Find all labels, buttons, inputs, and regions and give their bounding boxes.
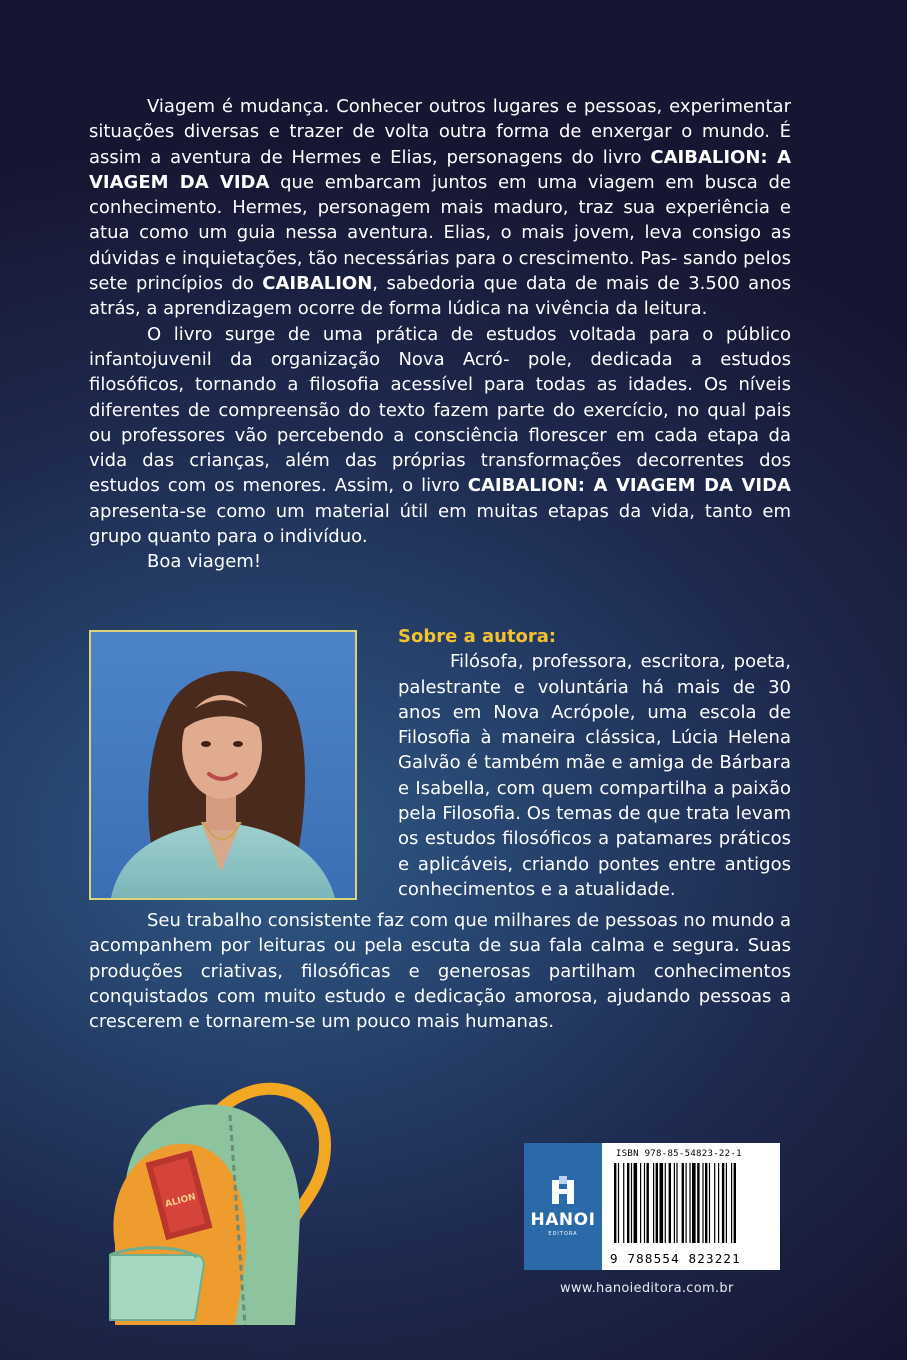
barcode-bar — [714, 1163, 715, 1243]
author-portrait-image — [91, 632, 355, 898]
publisher-sub: EDITORA — [548, 1231, 578, 1237]
barcode-bar — [676, 1163, 677, 1243]
caibalion-term: CAIBALION — [262, 273, 373, 295]
isbn-barcode-panel — [524, 1143, 780, 1270]
synopsis-paragraph-3: Boa viagem! — [147, 551, 262, 573]
barcode-bars — [614, 1163, 772, 1243]
publisher-website[interactable]: www.hanoieditora.com.br — [560, 1281, 734, 1296]
hanoi-h-icon — [548, 1176, 578, 1206]
book-title: CAIBALION: A VIAGEM DA VIDA — [467, 475, 791, 497]
barcode — [602, 1143, 780, 1270]
barcode-bar — [665, 1163, 666, 1243]
barcode-bar — [653, 1163, 654, 1243]
backpack-illustration — [85, 1075, 345, 1335]
barcode-bar — [614, 1163, 616, 1243]
about-author-heading: Sobre a autora: — [398, 626, 557, 647]
barcode-bar — [647, 1163, 649, 1243]
synopsis-paragraph-1: Viagem é mudança. Conhecer outros lugares e pessoas, experimentar situações diversas e trazer de volta outra forma de enxergar o mundo. É assim a aventura de Hermes e Elias, personagens do livro CAIBALION: A VIAGEM DA VIDA que embarcam juntos em uma viagem em busca de conhecimento. Hermes, personagem mais maduro, traz sua experiência e atua como um guia nessa aventura. Elias, o mais jovem, leva consigo as dúvidas e inquietações, tão necessárias para o crescimento. Pas- sando pelos sete princípios do CAIBALION, sabedoria que data de mais de 3.500 anos atrás, a aprendizagem ocorre de forma lúdica na vivência da leitura. — [89, 96, 792, 320]
barcode-bar — [669, 1163, 671, 1243]
synopsis — [89, 94, 791, 575]
barcode-bar — [644, 1163, 645, 1243]
barcode-bar — [718, 1163, 719, 1243]
barcode-bar — [674, 1163, 675, 1243]
barcode-bar — [623, 1163, 624, 1243]
barcode-bar — [705, 1163, 707, 1243]
barcode-bar — [618, 1163, 619, 1243]
barcode-bar — [627, 1163, 629, 1243]
author-bio-1: Filósofa, professora, escritora, poeta, palestrante e voluntária há mais de 30 anos em Nova Acrópole, uma escola de Filosofia à maneira clássica, Lúcia Helena Galvão é também mãe e amiga de Bárbara e Isabella, com quem compartilha a paixão pela Filosofia. Os temas de que trata levam os estudos filosóficos a patamares práticos e aplicáveis, criando pontes entre antigos conhecimentos e a atualidade. — [398, 651, 791, 900]
barcode-bar — [689, 1163, 690, 1243]
barcode-bar — [656, 1163, 658, 1243]
barcode-bar — [692, 1163, 696, 1243]
barcode-bar — [682, 1163, 684, 1243]
ean-number: 9 788554 823221 — [610, 1251, 741, 1266]
barcode-bar — [709, 1163, 710, 1243]
barcode-bar — [640, 1163, 641, 1243]
barcode-bar — [697, 1163, 699, 1243]
author-photo — [89, 630, 357, 900]
backpack-book-label: ALION — [164, 1192, 197, 1210]
barcode-bar — [631, 1163, 632, 1243]
barcode-bar — [660, 1163, 664, 1243]
book-title: CAIBALION: A VIAGEM DA VIDA — [89, 146, 791, 193]
isbn-number: ISBN 978-85-54823-22-1 — [616, 1149, 742, 1159]
publisher-logo — [524, 1143, 602, 1270]
barcode-bar — [726, 1163, 727, 1243]
barcode-bar — [734, 1163, 736, 1243]
barcode-bar — [731, 1163, 732, 1243]
barcode-bar — [634, 1163, 638, 1243]
author-bio-2: Seu trabalho consistente faz com que milhares de pessoas no mundo a acompanhem por leituras ou pela escuta de sua fala calma e segura. Suas produções criativas, filosóficas e generosas partilham conhecimentos conquistados com muito estudo e dedicação amorosa, ajudando pessoas a crescerem e tornarem-se um pouco mais humanas. — [89, 910, 791, 1033]
about-author — [398, 624, 791, 902]
barcode-bar — [702, 1163, 703, 1243]
barcode-bar — [722, 1163, 724, 1243]
publisher-name: HANOI — [530, 1210, 596, 1230]
barcode-bar — [686, 1163, 687, 1243]
synopsis-paragraph-2: O livro surge de uma prática de estudos voltada para o público infantojuvenil da organização Nova Acró- pole, dedicada a estudos filosóficos, tornando a filosofia acessível para todas as idades. Os níveis diferentes de compreensão do texto fazem parte do exercício, no qual pais ou professores vão percebendo a consciência florescer em cada etapa da vida das crianças, além das próprias transformações decorrentes dos estudos com os menores. Assim, o livro CAIBALION: A VIAGEM DA VIDA apresenta-se como um material útil em muitas etapas da vida, tanto em grupo quanto para o indivíduo. — [89, 323, 791, 548]
